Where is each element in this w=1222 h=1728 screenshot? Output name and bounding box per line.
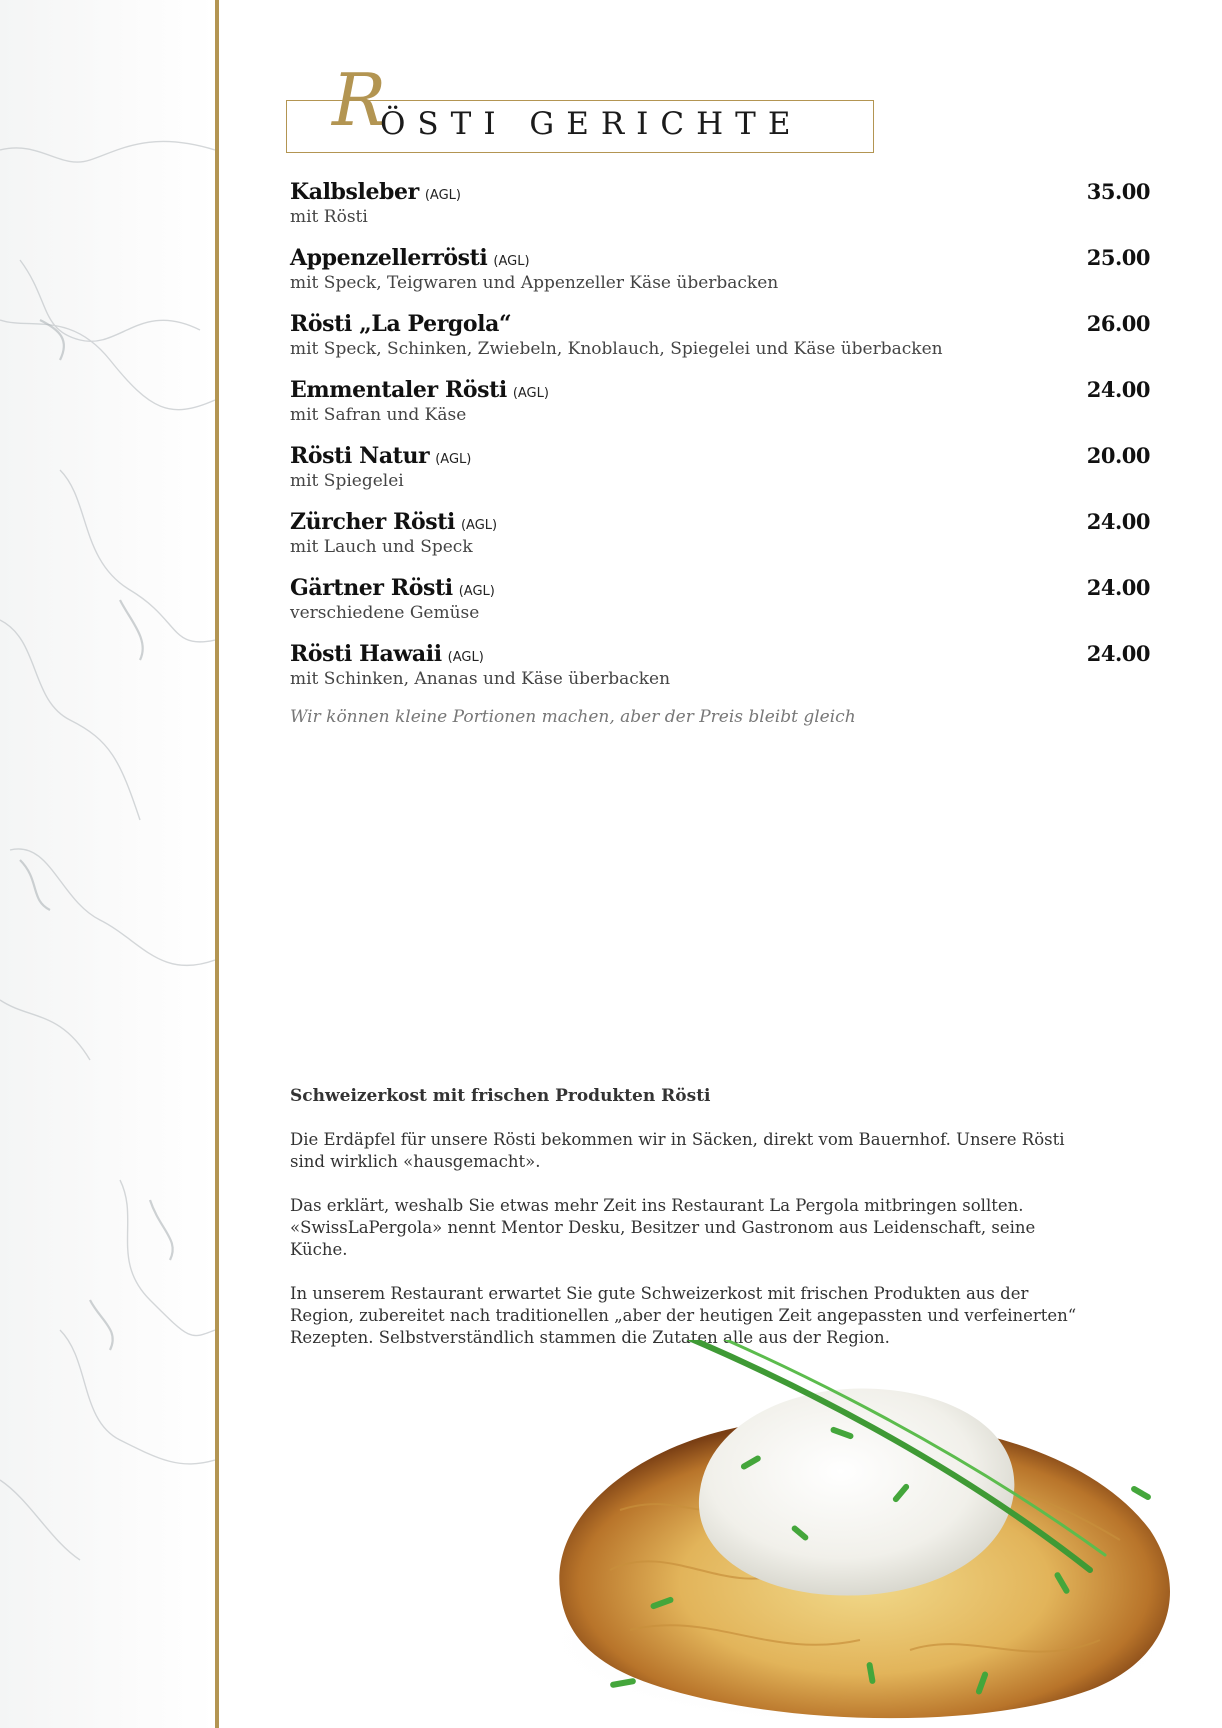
menu-item-description: mit Spiegelei: [290, 471, 404, 491]
menu-item-description: mit Safran und Käse: [290, 405, 467, 425]
rosti-photo: [530, 1340, 1222, 1728]
menu-item: [290, 442, 1150, 508]
menu-item-name: Emmentaler Rösti: [290, 377, 507, 403]
about-paragraph: Die Erdäpfel für unsere Rösti bekommen wir in Säcken, direkt vom Bauernhof. Unsere Rösti sind wirklich «hausgemacht».: [290, 1130, 1065, 1171]
menu-item-allergen-tag: (AGL): [435, 452, 472, 467]
page-title: ÖSTI GERICHTE: [380, 106, 803, 142]
menu-item-price: 35.00: [1086, 179, 1150, 204]
menu-item-allergen-tag: (AGL): [493, 254, 530, 269]
menu-item-name: Rösti „La Pergola“: [290, 311, 512, 337]
menu-item: [290, 244, 1150, 310]
menu-item-name: Kalbsleber: [290, 179, 419, 205]
menu-item-price: 25.00: [1086, 245, 1150, 270]
title-initial-letter: R: [332, 58, 387, 142]
menu-item-allergen-tag: (AGL): [447, 650, 484, 665]
menu-item-allergen-tag: (AGL): [424, 188, 461, 203]
menu-item-allergen-tag: (AGL): [460, 518, 498, 533]
menu-item-price: 26.00: [1086, 311, 1150, 336]
menu-item-name: Appenzellerrösti: [290, 245, 488, 271]
menu-item-description: mit Schinken, Ananas und Käse überbacken: [290, 669, 671, 689]
menu-item-price: 20.00: [1086, 443, 1150, 468]
about-paragraph: Das erklärt, weshalb Sie etwas mehr Zeit ins Restaurant La Pergola mitbringen sollten. «SwissLaPergola» nennt Mentor Desku, Besitzer und Gastronom aus Leidenschaft, seine Küche.: [290, 1196, 1036, 1259]
menu-list: [290, 178, 1150, 728]
menu-item-description: mit Rösti: [290, 207, 368, 227]
rosti-illustration: [530, 1340, 1222, 1728]
menu-item: [290, 640, 1150, 706]
menu-item: [290, 376, 1150, 442]
about-paragraph: In unserem Restaurant erwartet Sie gute Schweizerkost mit frischen Produkten aus der Region, zubereitet nach traditionellen „aber der heutigen Zeit angepassten und verfeinerten“ Rezepten. Selbstverständlich stammen die Zutaten alle aus der Region.: [290, 1284, 1077, 1347]
menu-item-name: Rösti Natur: [290, 443, 430, 469]
menu-item-description: mit Lauch und Speck: [290, 537, 473, 557]
menu-item-allergen-tag: (AGL): [512, 386, 549, 401]
menu-item-description: mit Speck, Teigwaren und Appenzeller Käse überbacken: [290, 273, 779, 293]
menu-item-description: mit Speck, Schinken, Zwiebeln, Knoblauch, Spiegelei und Käse überbacken: [290, 339, 943, 359]
menu-item-name: Rösti Hawaii: [290, 641, 442, 667]
menu-item: [290, 310, 1150, 376]
gold-divider-line: [215, 0, 219, 1728]
about-heading: Schweizerkost mit frischen Produkten Rösti: [290, 1086, 711, 1106]
menu-item-description: verschiedene Gemüse: [290, 603, 480, 623]
menu-item-price: 24.00: [1086, 575, 1150, 600]
marble-veins: [0, 0, 215, 1728]
menu-item: [290, 574, 1150, 640]
menu-item-name: Gärtner Rösti: [290, 575, 453, 601]
marble-background: [0, 0, 215, 1728]
menu-item-price: 24.00: [1086, 377, 1150, 402]
about-section: [290, 1085, 1090, 1371]
menu-item: [290, 178, 1150, 244]
menu-item-name: Zürcher Rösti: [290, 509, 455, 535]
menu-item-price: 24.00: [1086, 509, 1150, 534]
menu-item-price: 24.00: [1086, 641, 1150, 666]
portion-note: Wir können kleine Portionen machen, aber der Preis bleibt gleich: [290, 707, 856, 727]
menu-item-allergen-tag: (AGL): [458, 584, 495, 599]
menu-item: [290, 508, 1150, 574]
